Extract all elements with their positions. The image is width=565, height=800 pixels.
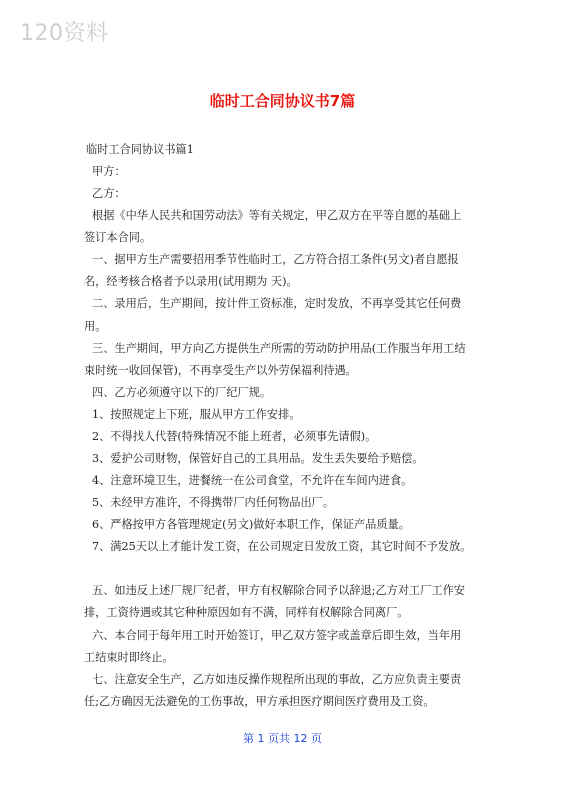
party-b-label: 乙方： [92,187,126,200]
clause-seven-line: 七、注意安全生产，乙方如违反操作规程所出现的事故，乙方应负责主要责 [92,673,462,686]
clause-seven-line: 任;乙方确因无法避免的工伤事故，甲方承担医疗期间医疗费用及工资。 [84,695,435,708]
clause-five-line: 五、如违反上述厂规厂纪者，甲方有权解除合同予以辞退;乙方对工厂工作安 [92,584,465,597]
section-subtitle: 临时工合同协议书篇1 [86,143,194,156]
document-title: 临时工合同协议书7篇 [209,92,356,110]
intro-line: 签订本合同。 [84,231,152,244]
clause-six-line: 六、本合同于每年用工时开始签订，甲乙双方签字或盖章后即生效，当年用 [92,629,462,642]
clause-two-line: 二、录用后，生产期间，按计件工资标准，定时发放，不再享受其它任何费 [92,297,462,310]
rule-item: 1、按照规定上下班，服从甲方工作安排。 [92,408,301,421]
party-a-label: 甲方： [92,165,126,178]
clause-three-line: 束时统一收回保管)，不再享受生产以外劳保福利待遇。 [84,364,357,377]
clause-two-line: 用。 [84,320,107,333]
clause-four-heading: 四、乙方必须遵守以下的厂纪厂规。 [92,386,272,399]
rule-item: 2、不得找人代替(特殊情况不能上班者，必须事先请假)。 [92,430,377,443]
page-number: 第 1 页共 12 页 [243,732,322,745]
clause-five-line: 排，工资待遇或其它种种原因如有不满，同样有权解除合同离厂。 [84,606,409,619]
rule-item: 6、严格按甲方各管理规定(另文)做好本职工作，保证产品质量。 [92,518,410,531]
clause-three-line: 三、生产期间，甲方向乙方提供生产所需的劳动防护用品(工作服当年用工结 [92,342,466,355]
rule-item: 4、注意环境卫生，进餐统一在公司食堂，不允许在车间内进食。 [92,474,413,487]
rule-item: 3、爱护公司财物，保管好自己的工具用品。发生丢失要给予赔偿。 [92,452,424,465]
rule-item: 7、满25天以上才能计发工资，在公司规定日发放工资，其它时间不予发放。 [92,540,472,553]
watermark: 120资料 [20,21,109,46]
intro-line: 根据《中华人民共和国劳动法》等有关规定，甲乙双方在平等自愿的基础上 [92,209,462,222]
clause-one-line: 一、据甲方生产需要招用季节性临时工，乙方符合招工条件(另文)者自愿报 [92,253,459,266]
clause-six-line: 工结束时即终止。 [84,651,174,664]
clause-one-line: 名，经考核合格者予以录用(试用期为 天)。 [84,275,298,288]
rule-item: 5、未经甲方准许，不得携带厂内任何物品出厂。 [92,496,335,509]
